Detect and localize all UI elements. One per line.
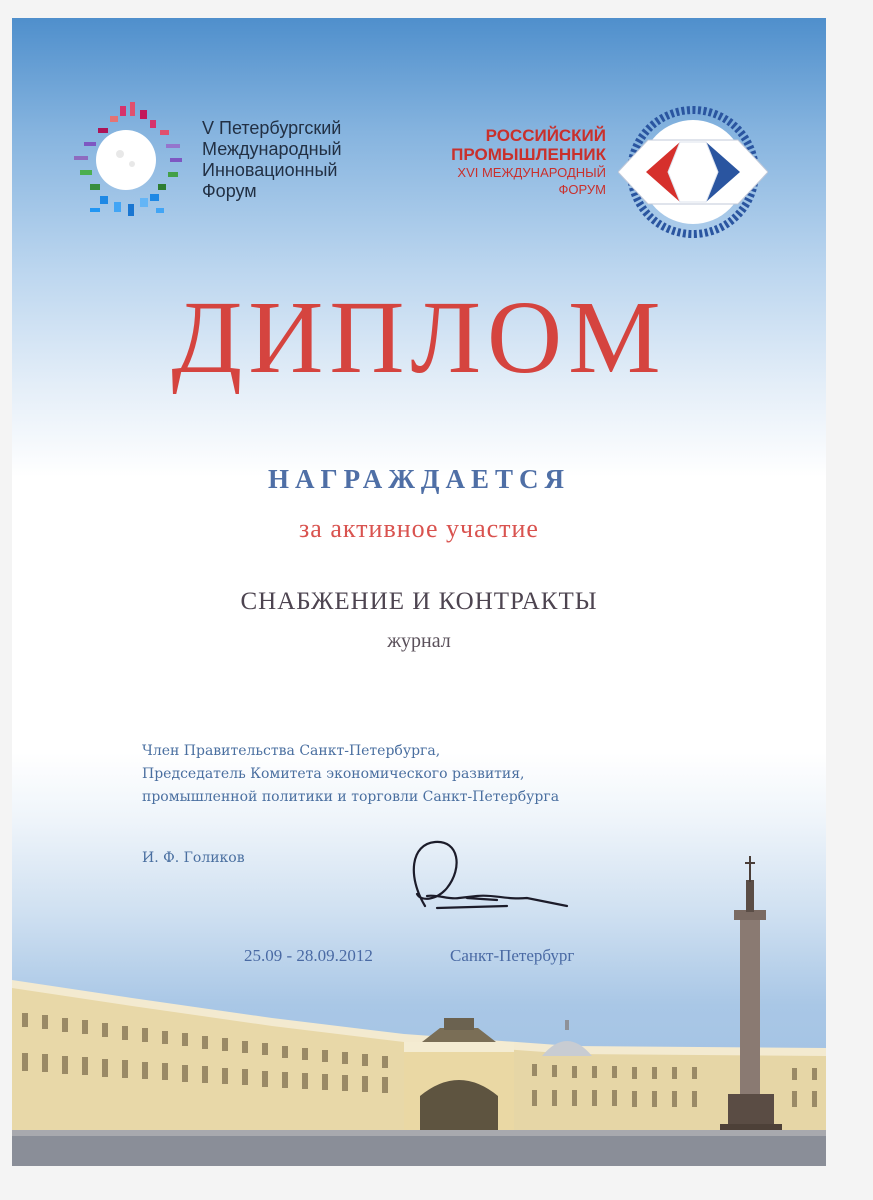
forum-right-bold-line: РОССИЙСКИЙ	[485, 126, 606, 145]
signatory-position	[142, 740, 762, 809]
diploma-title: ДИПЛОМ	[171, 280, 667, 395]
forum-left-line: Инновационный	[202, 160, 338, 180]
position-line: Председатель Комитета экономического развития,	[142, 766, 525, 782]
recipient-type: журнал	[387, 630, 451, 652]
award-reason: за активное участие	[299, 514, 539, 543]
signature-image	[397, 836, 577, 921]
event-dates: 25.09 - 28.09.2012	[244, 946, 373, 965]
innovation-forum-name	[202, 118, 372, 202]
forum-right-line: XVI МЕЖДУНАРОДНЫЙ	[457, 165, 606, 180]
position-line: Член Правительства Санкт-Петербурга,	[142, 743, 441, 759]
signatory-name: И. Ф. Голиков	[142, 850, 245, 866]
diploma-sheet	[12, 18, 826, 1166]
recipient-name: СНАБЖЕНИЕ И КОНТРАКТЫ	[240, 588, 598, 615]
innovation-forum-logo-icon	[60, 98, 190, 228]
industrialist-forum-name	[426, 126, 606, 198]
industrialist-forum-logo-icon	[618, 102, 768, 242]
forum-right-bold-line: ПРОМЫШЛЕННИК	[451, 145, 606, 164]
forum-left-line: Международный	[202, 139, 342, 159]
event-city: Санкт-Петербург	[450, 946, 575, 965]
forum-left-line: Форум	[202, 181, 257, 201]
position-line: промышленной политики и торговли Санкт-Петербурга	[142, 789, 560, 805]
forum-right-line: ФОРУМ	[558, 182, 606, 197]
forum-left-line: V Петербургский	[202, 118, 342, 138]
awarded-heading: НАГРАЖДАЕТСЯ	[267, 464, 570, 494]
